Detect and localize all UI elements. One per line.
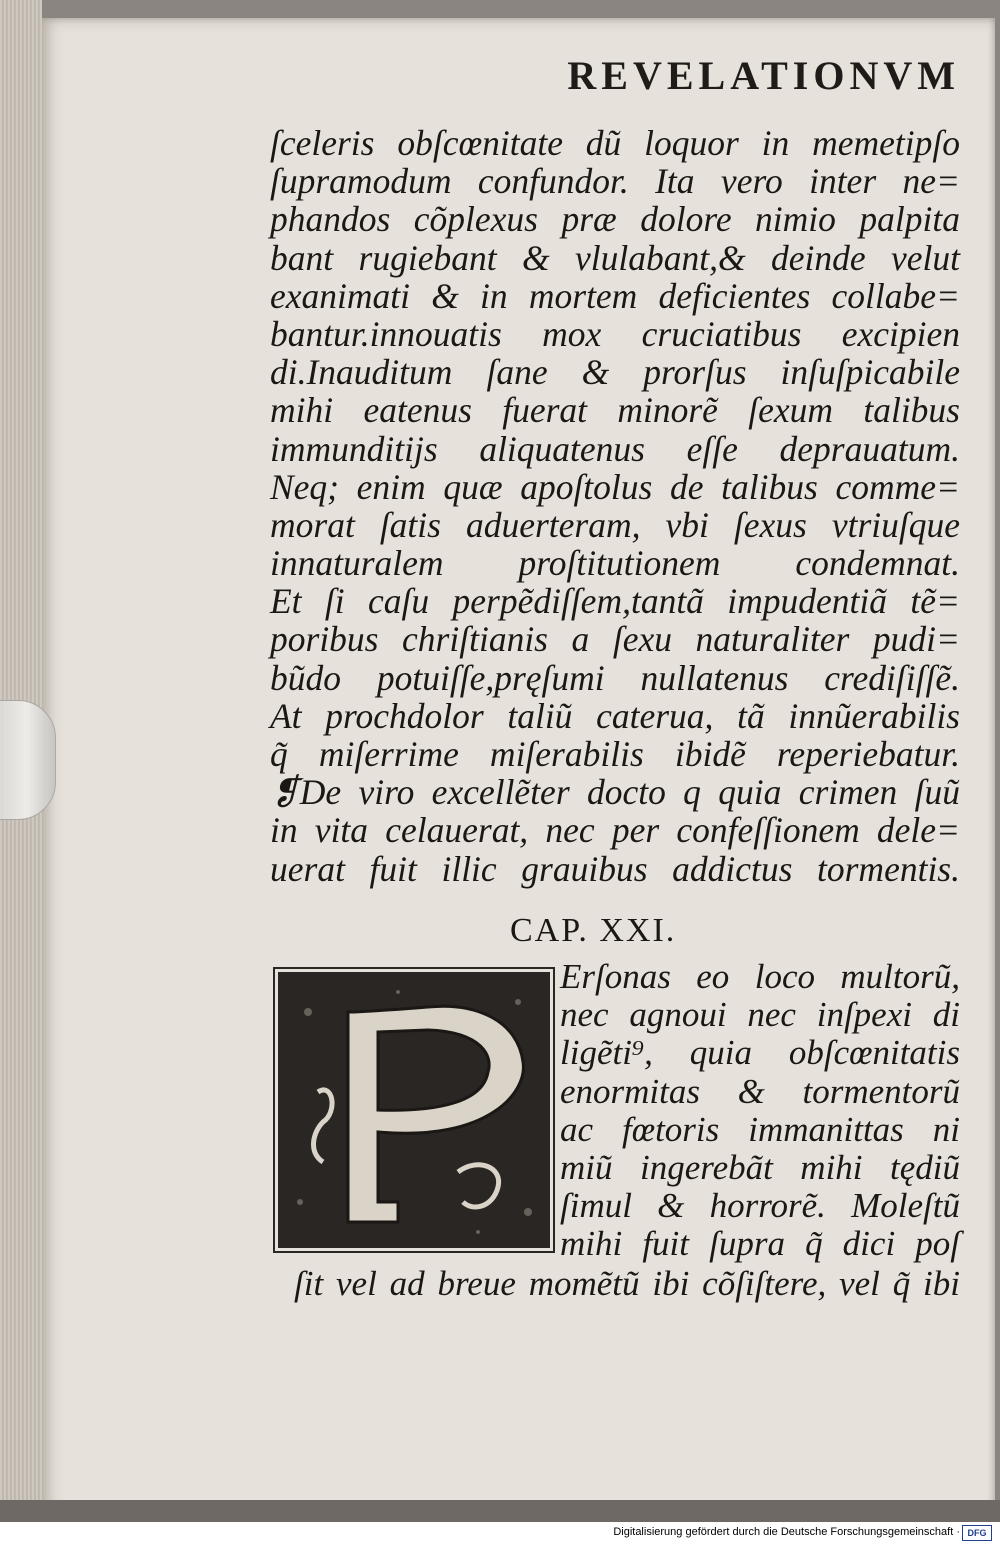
text-line: mihi fuit ſupra q̃ dici poſ xyxy=(560,1224,960,1264)
text-line: bantur.innouatis mox cruciatibus excipien xyxy=(270,313,960,354)
text-line: bant rugiebant & vlulabant,& deinde velut xyxy=(270,237,960,278)
text-line: in vita celauerat, nec per confeſſionem dele= xyxy=(270,810,960,851)
text-line: bũdo potuiſſe,pręſumi nullatenus crediſiſſẽ. xyxy=(270,657,960,698)
woodcut-initial-graphic xyxy=(278,972,550,1248)
text-line: di.Inauditum ſane & prorſus inſuſpicabile xyxy=(270,352,960,393)
footer-credit: Digitalisierung gefördert durch die Deutsche Forschungsgemeinschaft · xyxy=(613,1526,960,1538)
text-line: morat ſatis aduerteram, vbi ſexus vtriuſque xyxy=(270,504,960,545)
text-line: phandos cõplexus præ dolore nimio palpita xyxy=(270,199,960,240)
text-line: mihi eatenus fuerat minorẽ ſexum talibus xyxy=(270,390,960,431)
text-line: At prochdolor taliũ caterua, tã innũerabilis xyxy=(270,695,960,736)
dfg-logo-icon: DFG xyxy=(962,1525,992,1541)
text-line: ſimul & horrorẽ. Moleſtũ xyxy=(560,1186,960,1226)
text-line: miũ ingerebãt mihi tędiũ xyxy=(560,1147,960,1187)
text-line: nec agnoui nec inſpexi di xyxy=(560,995,960,1035)
text-line: ſit vel ad breue momẽtũ ibi cõſiſtere, vel q̃ ibi xyxy=(294,1264,960,1303)
text-line: Neq; enim quæ apoſtolus de talibus comme= xyxy=(270,466,960,507)
text-line: ac fœtoris immanittas ni xyxy=(560,1109,960,1149)
final-text xyxy=(294,1265,960,1303)
text-line: enormitas & tormentorũ xyxy=(560,1071,960,1111)
text-line: ligẽti⁹, quia obſcœnitatis xyxy=(560,1033,960,1073)
chapter-heading: CAP. XXI. xyxy=(510,912,677,949)
text-line: poribus chriſtianis a ſexu naturaliter pudi= xyxy=(270,619,960,660)
woodcut-initial-p xyxy=(278,972,550,1248)
text-line: Erſonas eo loco multorũ, xyxy=(560,957,960,996)
text-line: ſupramodum confundor. Ita vero inter ne= xyxy=(270,161,960,202)
book-bottom-edge xyxy=(0,1500,1000,1522)
text-line: ſceleris obſcœnitate dũ loquor in memetipſo xyxy=(270,123,960,163)
body-text xyxy=(270,124,960,888)
text-line: uerat fuit illic grauibus addictus tormentis. xyxy=(270,848,960,889)
text-line: Et ſi caſu perpẽdiſſem,tantã impudentiã tẽ= xyxy=(270,581,960,622)
text-line: q̃ miſerrime miſerabilis ibidẽ reperiebatur. xyxy=(270,734,960,774)
text-line: exanimati & in mortem deficientes collabe= xyxy=(270,275,960,316)
text-line: immunditijs aliquatenus eſſe deprauatum. xyxy=(270,428,960,469)
text-line: innaturalem proſtitutionem condemnat. xyxy=(270,543,960,584)
running-head: REVELATIONVM xyxy=(567,53,960,98)
clasp xyxy=(0,700,56,820)
text-beside-initial xyxy=(560,958,960,1264)
text-line: ❡De viro excellẽter docto q quia crimen ſuũ xyxy=(270,772,960,813)
